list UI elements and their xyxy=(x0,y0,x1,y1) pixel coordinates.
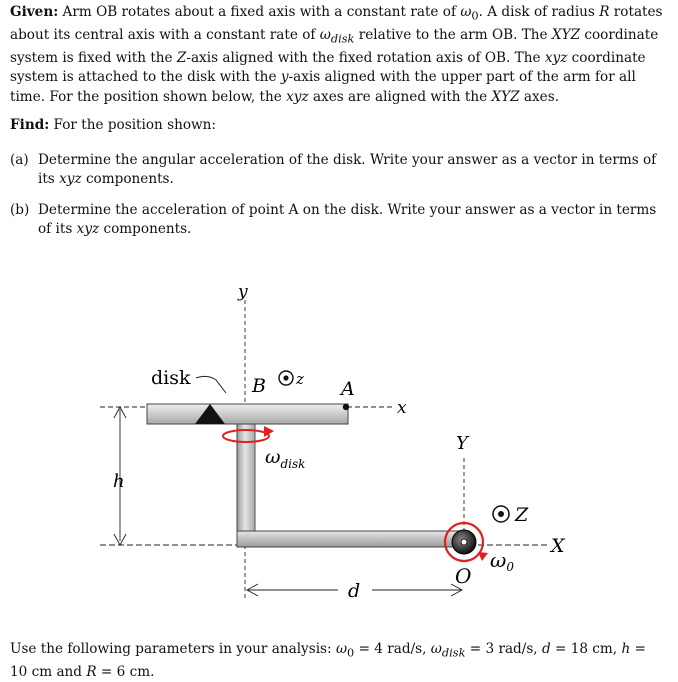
question-a-label: (a) xyxy=(10,152,29,168)
omega0-subscript: 0 xyxy=(471,8,479,23)
h-label: h xyxy=(113,471,125,492)
question-b-text: Determine the acceleration of point A on the disk. Write your answer as a vector in terms of its xyz components. xyxy=(38,202,657,238)
arm-horizontal xyxy=(237,531,465,547)
z-axis-label: z xyxy=(296,370,304,388)
find-text: For the position shown: xyxy=(49,117,216,133)
given-text-10: axes. xyxy=(519,88,560,105)
disk-label: disk xyxy=(151,367,191,389)
given-text-3: rotates about its central axis with a constant rate of xyxy=(10,4,663,44)
given-text-4: relative to the arm OB. The xyxy=(354,27,552,44)
omega-disk-subscript: disk xyxy=(330,31,355,46)
y-axis-label: y xyxy=(238,282,248,302)
B-label: B xyxy=(252,375,266,397)
given-text-6: -axis aligned with the fixed rotation axis of OB. The xyxy=(186,50,545,67)
given-text-5: coordinate system is fixed with the xyxy=(10,27,659,67)
Z-axis-label: Z xyxy=(515,504,529,526)
omega0-label: $\omega_0$ xyxy=(490,548,514,574)
given-text-7: coordinate system is attached to the disk with the xyxy=(10,50,646,86)
given-text-2: . A disk of radius xyxy=(478,4,600,20)
d-label: d xyxy=(348,580,361,602)
disk-leader-line xyxy=(196,376,226,393)
Z-symbol: Z xyxy=(176,50,187,67)
parameters-paragraph: Use the following parameters in your analysis: $\omega_0 = 4$ rad/s, $\omega_{disk} = 3$ rad/s, d = 18 cm, h = 10 cm and R = 6 cm. xyxy=(10,641,646,681)
disk xyxy=(147,404,348,424)
omega-disk-label: $\omega_{disk}$ xyxy=(265,446,306,471)
omega0-symbol: ω xyxy=(460,4,472,20)
xyz-symbol: xyz xyxy=(544,50,568,67)
O-label: O xyxy=(455,564,472,588)
given-text-9: axes are aligned with the xyxy=(308,88,492,105)
X-axis-label: X xyxy=(551,535,565,557)
omega-disk-symbol: ω xyxy=(319,27,331,44)
x-axis-label: x xyxy=(397,398,407,418)
point-A xyxy=(343,404,349,410)
question-b-label: (b) xyxy=(10,202,30,218)
XYZ-symbol-2: XYZ xyxy=(491,88,520,105)
find-heading: Find: xyxy=(10,117,50,133)
question-a-text: Determine the angular acceleration of the disk. Write your answer as a vector in terms of its xyz components. xyxy=(38,152,657,188)
y-symbol: y xyxy=(280,69,289,86)
given-text-8: -axis aligned with the upper part of the arm for all time. For the position shown below, the xyxy=(10,69,636,105)
A-label: A xyxy=(341,378,355,400)
XYZ-symbol: XYZ xyxy=(551,27,581,44)
xyz-symbol-2: xyz xyxy=(286,88,309,105)
Y-axis-label: Y xyxy=(456,433,468,454)
given-text-1: Arm OB rotates about a fixed axis with a constant rate of xyxy=(58,4,461,20)
radius-symbol: R xyxy=(599,4,610,20)
given-heading: Given: xyxy=(10,4,59,20)
